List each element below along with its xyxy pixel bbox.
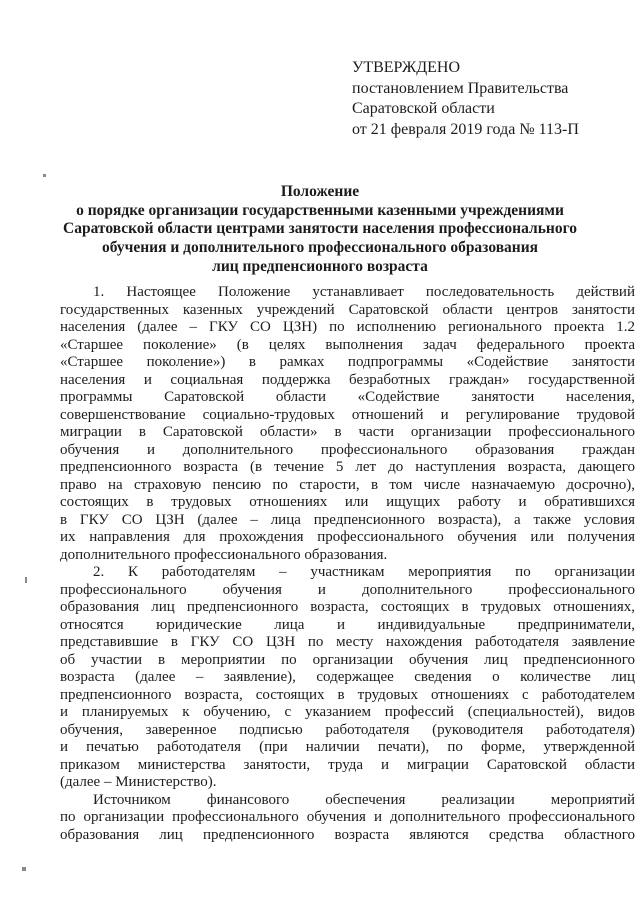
paragraph xyxy=(60,284,635,564)
body-line: обучения и дополнительного профессионального образования граждан xyxy=(60,441,635,458)
body-line: состоящих в трудовых отношениях или ищущих работу и обратившихся xyxy=(60,494,635,510)
document-title xyxy=(30,183,610,276)
body-line: образования лиц предпенсионного возраста, состоящих в трудовых отношениях, xyxy=(60,599,635,615)
body-line: право на страховую пенсию по старости, в том числе назначаемую досрочно), xyxy=(60,476,635,493)
body-line: (далее – Министерство). xyxy=(60,774,217,790)
body-line: предпенсионного возраста (в течение 5 лет до наступления возраста, дающего xyxy=(60,459,635,475)
paragraph xyxy=(60,792,635,845)
scan-speck xyxy=(43,174,46,177)
body-line: миграции в Саратовской области» в части организации профессионального xyxy=(60,424,635,440)
title-line: лиц предпенсионного возраста xyxy=(212,257,428,275)
body-line: предпенсионного возраста, состоящих в трудовых отношениях с работодателем xyxy=(60,686,635,703)
body-line: 1. Настоящее Положение устанавливает последовательность действий xyxy=(93,284,635,300)
scan-speck xyxy=(22,867,26,871)
document-body xyxy=(60,284,635,844)
body-line: их направления для прохождения профессионального обучения или получения xyxy=(60,529,635,545)
body-line: 2. К работодателям – участникам мероприятия по организации xyxy=(93,564,635,580)
body-line: населения и социальная поддержка безработных граждан» государственной xyxy=(60,371,635,388)
approval-line: постановлением Правительства xyxy=(352,79,569,97)
body-line: представившие в ГКУ СО ЦЗН по месту нахождения работодателя заявление xyxy=(60,634,635,650)
body-line: программы Саратовской области «Содействие занятости населения, xyxy=(60,389,635,405)
body-line: государственных казенных учреждений Саратовской области центров занятости xyxy=(60,301,635,318)
title-line: о порядке организации государственными казенными учреждениями xyxy=(76,201,564,219)
body-line: Источником финансового обеспечения реализации мероприятий xyxy=(93,791,635,808)
body-line: населения (далее – ГКУ СО ЦЗН) по исполнению регионального проекта 1.2 xyxy=(60,319,635,335)
body-line: совершенствование социально-трудовых отношений и регулирование трудовой xyxy=(60,406,635,423)
body-line: относятся юридические лица и индивидуальные предприниматели, xyxy=(60,616,635,633)
approval-line: от 21 февраля 2019 года № 113-П xyxy=(352,121,579,139)
title-line: обучения и дополнительного профессионального образования xyxy=(101,239,539,257)
body-line: в ГКУ СО ЦЗН (далее – лица предпенсионного возраста), а также условия xyxy=(60,511,635,528)
title-line: Положение xyxy=(280,183,360,200)
body-line: возраста (далее – заявление), содержащее сведения о количестве лиц xyxy=(60,669,635,685)
body-line: «Старшее поколение») в рамках подпрограммы «Содействие занятости xyxy=(60,354,635,370)
body-line: по организации профессионального обучения и дополнительного профессионального xyxy=(60,809,635,825)
body-line: об участии в мероприятии по организации обучения лиц предпенсионного xyxy=(60,651,635,668)
body-line: «Старшее поколение» (в целях выполнения задач федерального проекта xyxy=(60,336,635,353)
body-line: образования лиц предпенсионного возраста являются средства областного xyxy=(60,826,635,843)
body-line: и печатью работодателя (при наличии печати), по форме, утвержденной xyxy=(60,739,635,755)
body-line: и планируемых к обучению, с указанием профессий (специальностей), видов xyxy=(60,704,635,720)
title-line: Саратовской области центрами занятости населения профессионального xyxy=(63,220,577,238)
body-line: обучения, заверенное подписью работодателя (руководителя работодателя) xyxy=(60,721,635,738)
approval-line: Саратовской области xyxy=(352,100,495,118)
paragraph xyxy=(60,564,635,792)
body-line: профессионального обучения и дополнительного профессионального xyxy=(60,581,635,598)
approval-block xyxy=(352,58,622,141)
body-line: дополнительного профессионального образования. xyxy=(60,546,388,563)
scan-speck xyxy=(25,577,27,583)
approval-line: УТВЕРЖДЕНО xyxy=(352,59,461,76)
body-line: приказом министерства занятости, труда и миграции Саратовской области xyxy=(60,756,635,773)
